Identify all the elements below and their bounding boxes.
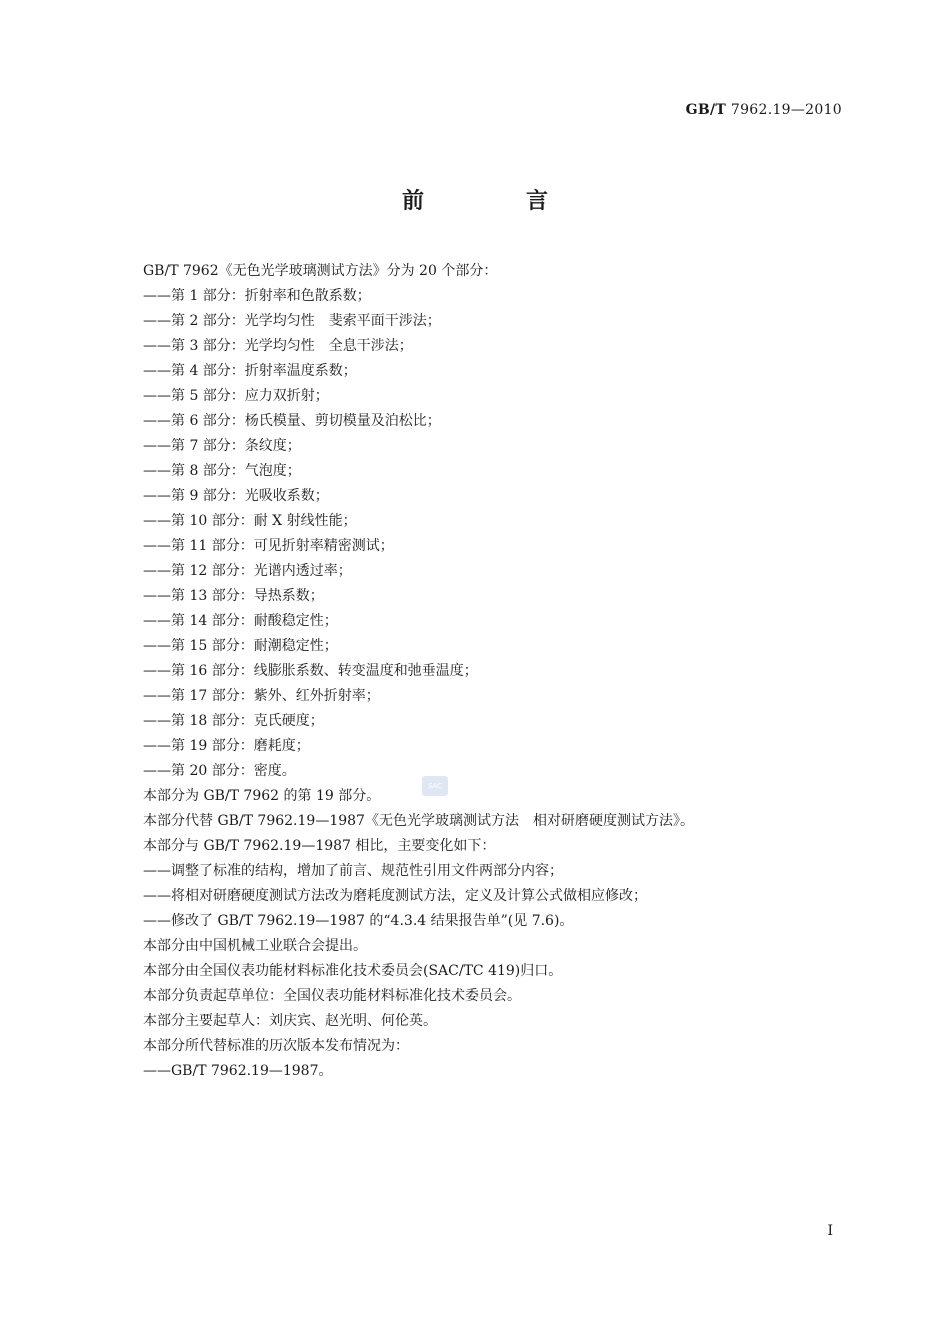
foreword-line: ——修改了 GB/T 7962.19—1987 的“4.3.4 结果报告单”(见 7.6)。 <box>143 913 574 929</box>
foreword-line: ——第 4 部分：折射率温度系数； <box>143 363 357 379</box>
foreword-line: ——第 9 部分：光吸收系数； <box>143 488 329 504</box>
foreword-line: ——第 20 部分：密度。 <box>143 763 296 779</box>
foreword-line: ——第 17 部分：紫外、红外折射率； <box>143 688 380 704</box>
foreword-line: ——将相对研磨硬度测试方法改为磨耗度测试方法，定义及计算公式做相应修改； <box>143 888 647 904</box>
foreword-line: ——第 15 部分：耐潮稳定性； <box>143 638 338 654</box>
foreword-line: 本部分由全国仪表功能材料标准化技术委员会(SAC/TC 419)归口。 <box>143 963 563 979</box>
page-number: I <box>827 1223 833 1239</box>
foreword-line: ——第 8 部分：气泡度； <box>143 463 301 479</box>
sac-watermark: SAC <box>422 776 448 796</box>
foreword-line: ——第 16 部分：线膨胀系数、转变温度和弛垂温度； <box>143 663 478 679</box>
foreword-line: 本部分由中国机械工业联合会提出。 <box>143 938 367 954</box>
foreword-line: 本部分主要起草人：刘庆宾、赵光明、何伦英。 <box>143 1013 437 1029</box>
foreword-line: ——第 14 部分：耐酸稳定性； <box>143 613 338 629</box>
foreword-line: 本部分为 GB/T 7962 的第 19 部分。 <box>143 788 381 804</box>
foreword-line: ——第 3 部分：光学均匀性 全息干涉法； <box>143 338 413 354</box>
foreword-line: ——第 12 部分：光谱内透过率； <box>143 563 352 579</box>
foreword-line: ——GB/T 7962.19—1987。 <box>143 1063 333 1079</box>
foreword-line: ——调整了标准的结构，增加了前言、规范性引用文件两部分内容； <box>143 863 563 879</box>
standard-code <box>686 102 842 118</box>
foreword-line: ——第 1 部分：折射率和色散系数； <box>143 288 371 304</box>
foreword-line: ——第 13 部分：导热系数； <box>143 588 324 604</box>
foreword-line: ——第 10 部分：耐 X 射线性能； <box>143 513 357 529</box>
foreword-line: 本部分代替 GB/T 7962.19—1987《无色光学玻璃测试方法 相对研磨硬度测试方法》。 <box>143 813 694 829</box>
foreword-body <box>143 259 863 1084</box>
foreword-line: 本部分负责起草单位：全国仪表功能材料标准化技术委员会。 <box>143 988 521 1004</box>
foreword-line: ——第 19 部分：磨耗度； <box>143 738 310 754</box>
foreword-line: ——第 7 部分：条纹度； <box>143 438 301 454</box>
foreword-line: ——第 6 部分：杨氏模量、剪切模量及泊松比； <box>143 413 441 429</box>
foreword-line: ——第 2 部分：光学均匀性 斐索平面干涉法； <box>143 313 441 329</box>
standard-number: 7962.19—2010 <box>730 102 842 118</box>
foreword-line: 本部分与 GB/T 7962.19—1987 相比，主要变化如下： <box>143 838 496 854</box>
foreword-line: GB/T 7962《无色光学玻璃测试方法》分为 20 个部分： <box>143 263 498 279</box>
foreword-line: ——第 5 部分：应力双折射； <box>143 388 329 404</box>
foreword-line: ——第 18 部分：克氏硬度； <box>143 713 324 729</box>
page-title: 前 言 <box>401 188 588 214</box>
foreword-line: 本部分所代替标准的历次版本发布情况为： <box>143 1038 409 1054</box>
foreword-line: ——第 11 部分：可见折射率精密测试； <box>143 538 394 554</box>
standard-prefix: GB/T <box>685 102 727 118</box>
